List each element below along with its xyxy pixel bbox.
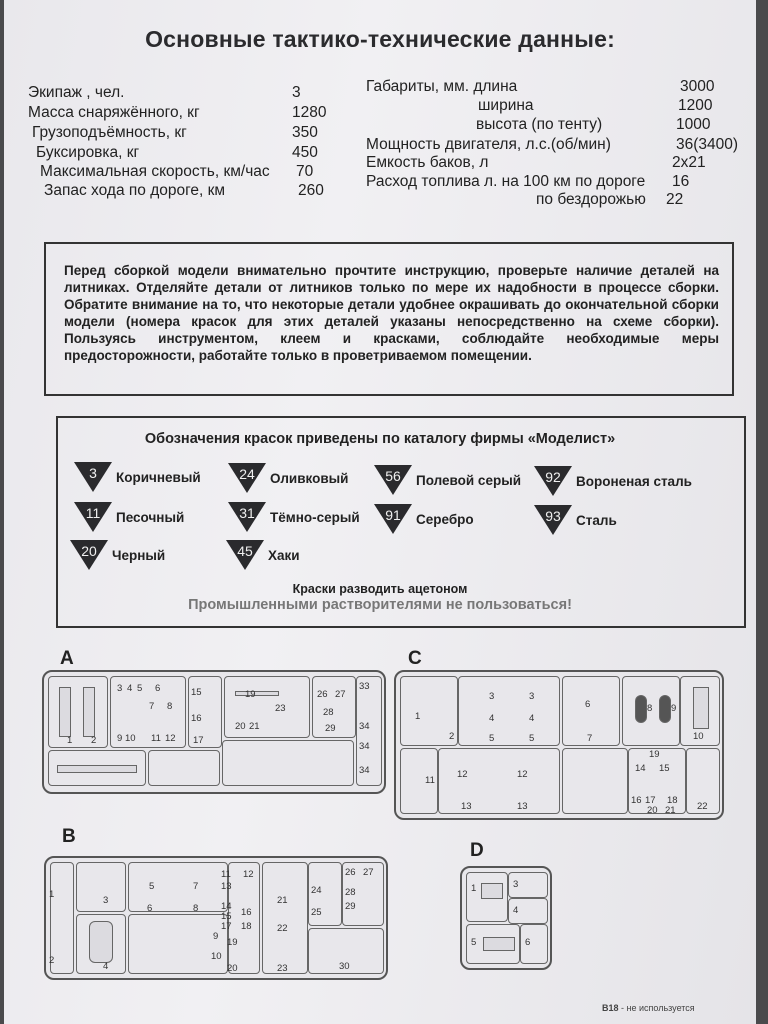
part-number: 6: [525, 937, 531, 948]
sprue-cell: [508, 872, 548, 898]
paint-number-triangle-icon: [534, 466, 572, 496]
part-number: 12: [165, 733, 176, 744]
part-number: 5: [489, 733, 495, 744]
paint-number-triangle-icon: [228, 463, 266, 493]
part-number: 16: [191, 713, 202, 724]
part-number: 17: [221, 921, 232, 932]
part-number: 18: [241, 921, 252, 932]
sprue-cell: [356, 676, 382, 786]
paint-number: 92: [545, 469, 561, 485]
sprue-cell: [50, 862, 74, 974]
part-number: 25: [311, 907, 322, 918]
sprue-cell: [622, 676, 680, 746]
part-number: 19: [245, 689, 256, 700]
paint-number: 24: [239, 466, 255, 482]
spec-value: 16: [672, 173, 690, 190]
part-number: 20: [227, 963, 238, 974]
sprue-cell: [76, 862, 126, 912]
part-number: 6: [147, 903, 153, 914]
sprue-a: [42, 670, 386, 794]
sprue-cell: [48, 750, 146, 786]
paint-item: [70, 540, 165, 570]
part-number: 3: [103, 895, 109, 906]
spec-label: высота (по тенту): [476, 116, 603, 133]
spec-value: 70: [296, 163, 314, 180]
paint-name: Коричневый: [116, 469, 201, 485]
sprue-cell: [520, 924, 548, 964]
part-number: 11: [221, 869, 231, 880]
part-number: 2: [449, 731, 455, 742]
sprue-cell: [680, 676, 720, 746]
paint-item: [374, 465, 521, 495]
paint-item: [374, 504, 474, 534]
part-number: 1: [471, 883, 477, 894]
part-number: 23: [275, 703, 286, 714]
sprue-cell: [262, 862, 308, 974]
part-number: 12: [243, 869, 254, 880]
spec-label: Расход топлива л. на 100 км по дороге: [366, 173, 646, 190]
part-number: 18: [667, 795, 678, 806]
part-number: 13: [461, 801, 472, 812]
sprue-cell: [110, 676, 186, 748]
part-number: 21: [665, 805, 676, 816]
sprue-c-letter: C: [408, 648, 422, 669]
part-number: 12: [457, 769, 468, 780]
sprue-d: [460, 866, 552, 970]
sprue-d-letter: D: [470, 840, 484, 861]
part-shape: [483, 937, 515, 951]
spec-value: 3: [292, 84, 301, 101]
part-shape: [235, 691, 279, 696]
part-number: 27: [335, 689, 346, 700]
sprue-cell: [562, 676, 620, 746]
sprue-cell: [308, 862, 342, 926]
paint-number-triangle-icon: [226, 540, 264, 570]
part-number: 27: [363, 867, 374, 878]
spec-value: 36(3400): [676, 136, 739, 153]
part-number: 29: [325, 723, 336, 734]
paint-item: [228, 463, 348, 493]
part-number: 11: [151, 733, 161, 744]
paint-item: [534, 505, 617, 535]
part-shape: [659, 695, 671, 723]
part-number: 22: [277, 923, 288, 934]
sprue-cell: [438, 748, 560, 814]
part-number: 5: [471, 937, 477, 948]
part-number: 34: [359, 765, 370, 776]
part-number: 9: [117, 733, 123, 744]
part-number: 1: [67, 735, 73, 746]
part-number: 4: [513, 905, 519, 916]
part-number: 4: [529, 713, 535, 724]
part-number: 28: [323, 707, 334, 718]
paint-item: [534, 466, 692, 496]
part-number: 20: [235, 721, 246, 732]
sprue-cell: [224, 676, 310, 738]
footer-note: [602, 1003, 695, 1013]
part-number: 13: [517, 801, 528, 812]
part-number: 34: [359, 721, 370, 732]
part-number: 24: [311, 885, 322, 896]
part-shape: [83, 687, 95, 737]
part-number: 11: [425, 775, 435, 786]
spec-label: ширина: [478, 97, 534, 114]
spec-value: 350: [292, 124, 318, 141]
spec-label: Емкость баков, л: [366, 154, 489, 171]
thinner-note: Краски разводить ацетоном: [292, 582, 468, 596]
part-number: 10: [125, 733, 136, 744]
part-number: 14: [221, 901, 232, 912]
part-number: 30: [339, 961, 350, 972]
sprue-b: [44, 856, 388, 980]
part-shape: [635, 695, 647, 723]
spec-label: Грузоподъёмность, кг: [32, 124, 187, 141]
paint-number: 20: [81, 543, 97, 559]
solvent-warning: Промышленными растворителями не пользоваться!: [188, 597, 572, 613]
part-number: 19: [649, 749, 660, 760]
part-number: 8: [647, 703, 653, 714]
part-number: 16: [631, 795, 642, 806]
part-number: 8: [167, 701, 173, 712]
sprue-cell: [76, 914, 126, 974]
footer-text: - не используется: [618, 1003, 695, 1013]
instruction-sheet: [4, 0, 756, 1024]
sprue-cell: [466, 872, 508, 922]
paint-item: [74, 502, 184, 532]
part-number: 4: [127, 683, 133, 694]
spec-value: 1280: [292, 104, 327, 121]
part-number: 10: [211, 951, 222, 962]
paint-name: Вороненая сталь: [576, 473, 692, 489]
paint-number: 45: [237, 543, 253, 559]
part-number: 4: [103, 961, 109, 972]
part-number: 29: [345, 901, 356, 912]
part-shape: [693, 687, 709, 729]
part-number: 6: [155, 683, 161, 694]
spec-label: Масса снаряжённого, кг: [28, 104, 200, 121]
part-number: 2: [49, 955, 55, 966]
spec-label: Максимальная скорость, км/час: [40, 163, 270, 180]
paints-title: Обозначения красок приведены по каталогу фирмы «Моделист»: [144, 431, 616, 447]
paint-name: Серебро: [416, 511, 474, 527]
sprue-cell: [128, 862, 228, 912]
paint-name: Хаки: [268, 547, 300, 563]
spec-value: 22: [666, 191, 684, 208]
part-number: 4: [489, 713, 495, 724]
spec-value: 450: [292, 144, 318, 161]
spec-value: 3000: [680, 78, 715, 95]
part-number: 15: [191, 687, 202, 698]
sprue-cell: [342, 862, 384, 926]
spec-label: Мощность двигателя, л.с.(об/мин): [366, 136, 611, 153]
part-number: 2: [91, 735, 97, 746]
paint-item: [226, 540, 300, 570]
paint-name: Полевой серый: [416, 472, 522, 488]
sprue-cell: [562, 748, 628, 814]
paint-name: Оливковый: [270, 470, 349, 486]
sprue-cell: [148, 750, 220, 786]
paint-item: [74, 462, 201, 492]
part-number: 9: [671, 703, 677, 714]
part-number: 5: [529, 733, 535, 744]
page-title: Основные тактико-технические данные:: [145, 26, 615, 52]
part-number: 21: [249, 721, 260, 732]
paint-number-triangle-icon: [374, 504, 412, 534]
sprue-cell: [222, 740, 354, 786]
spec-label: Запас хода по дороге, км: [44, 182, 226, 199]
spec-label: по бездорожью: [536, 191, 646, 208]
part-number: 33: [359, 681, 370, 692]
part-number: 13: [221, 881, 232, 892]
spec-label: Экипаж , чел.: [28, 84, 125, 101]
part-number: 26: [345, 867, 356, 878]
paint-number: 56: [385, 468, 401, 484]
sprue-cell: [188, 676, 222, 748]
sprue-cell: [312, 676, 356, 738]
sprue-cell: [466, 924, 520, 964]
sprue-cell: [128, 914, 228, 974]
part-number: 5: [149, 881, 155, 892]
footer-code: B18: [602, 1003, 619, 1013]
part-number: 9: [213, 931, 219, 942]
paint-item: [228, 502, 360, 532]
part-number: 3: [489, 691, 495, 702]
paint-number: 91: [385, 507, 401, 523]
part-number: 8: [193, 903, 199, 914]
paint-number-triangle-icon: [228, 502, 266, 532]
spec-value: 1200: [678, 97, 713, 114]
part-number: 17: [645, 795, 656, 806]
part-number: 23: [277, 963, 288, 974]
paint-number: 93: [545, 508, 561, 524]
part-number: 15: [221, 911, 232, 922]
part-number: 7: [193, 881, 199, 892]
paint-name: Черный: [112, 547, 166, 563]
part-shape: [481, 883, 503, 899]
part-number: 3: [117, 683, 123, 694]
sprue-cell: [308, 928, 384, 974]
spec-label: Буксировка, кг: [36, 144, 140, 161]
part-number: 7: [587, 733, 593, 744]
paint-number: 3: [89, 465, 97, 481]
part-number: 22: [697, 801, 708, 812]
paint-name: Сталь: [576, 512, 617, 528]
part-number: 20: [647, 805, 658, 816]
spec-label: Габариты, мм. длина: [366, 78, 518, 95]
part-number: 21: [277, 895, 288, 906]
spec-value: 1000: [676, 116, 711, 133]
sprue-c: [394, 670, 724, 820]
part-number: 12: [517, 769, 528, 780]
sprue-cell: [458, 676, 560, 746]
part-number: 7: [149, 701, 155, 712]
sprue-cell: [400, 748, 438, 814]
part-number: 3: [529, 691, 535, 702]
part-number: 15: [659, 763, 670, 774]
paint-number-triangle-icon: [374, 465, 412, 495]
paint-number: 31: [239, 505, 255, 521]
part-number: 3: [513, 879, 519, 890]
part-number: 5: [137, 683, 143, 694]
sprue-cell: [48, 676, 108, 748]
spec-value: 260: [298, 182, 324, 199]
paint-number-triangle-icon: [534, 505, 572, 535]
paint-number-triangle-icon: [74, 462, 112, 492]
spec-value: 2x21: [672, 154, 706, 171]
paint-number-triangle-icon: [70, 540, 108, 570]
warning-text: Перед сборкой модели внимательно прочтите инструкцию, проверьте наличие деталей на литниках. Отделяйте детали от литников только по мере их надобности в процессе сборки. Обратите внимание на то, что некоторые детали удобнее окрашивать до окончательной сборки модели (номера красок для этих деталей указаны непосредственно на схеме сборки). Пользуясь инструментом, клеем и красками, соблюдайте необходимые меры предосторожности, работайте только в проветриваемом помещении.: [64, 263, 719, 363]
sprue-cell: [221, 862, 260, 974]
part-number: 1: [49, 889, 55, 900]
part-number: 10: [693, 731, 704, 742]
part-number: 28: [345, 887, 356, 898]
sprue-a-letter: A: [60, 648, 74, 669]
part-number: 19: [227, 937, 238, 948]
sprue-cell: [508, 898, 548, 924]
sprue-b-letter: B: [62, 826, 76, 847]
paint-name: Тёмно-серый: [270, 509, 360, 525]
part-number: 17: [193, 735, 204, 746]
paint-name: Песочный: [116, 509, 185, 525]
part-number: 16: [241, 907, 252, 918]
part-number: 1: [415, 711, 421, 722]
part-number: 34: [359, 741, 370, 752]
part-number: 6: [585, 699, 591, 710]
paint-number: 11: [85, 505, 101, 521]
part-shape: [89, 921, 113, 963]
part-shape: [59, 687, 71, 737]
part-shape: [57, 765, 137, 773]
part-number: 14: [635, 763, 646, 774]
part-number: 26: [317, 689, 328, 700]
sprue-cell: [400, 676, 458, 746]
paint-number-triangle-icon: [74, 502, 112, 532]
